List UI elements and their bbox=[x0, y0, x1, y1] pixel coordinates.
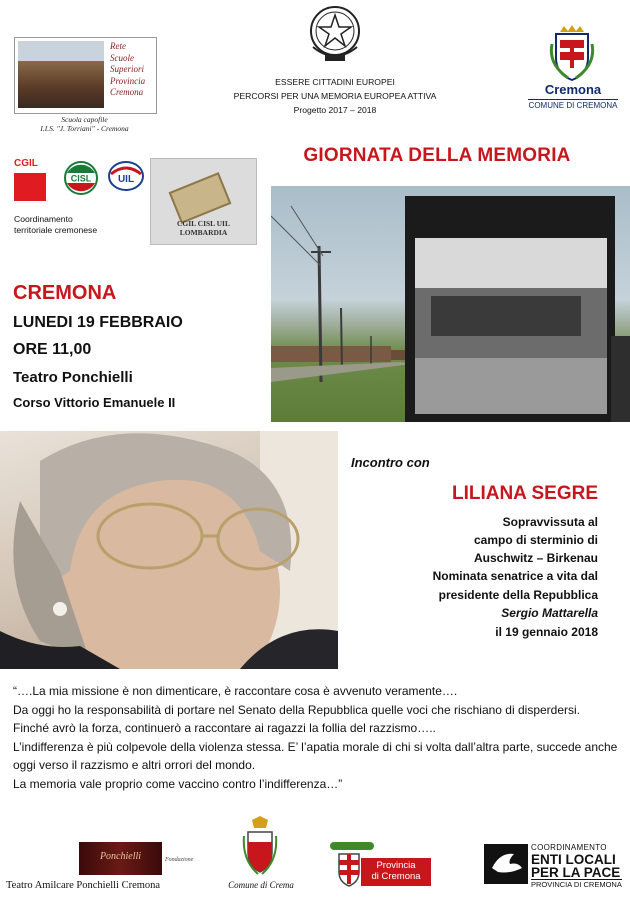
quote-paragraph: “….La mia missione è non dimenticare, è raccontare cosa è avvenuto veramente…. bbox=[13, 684, 458, 698]
incontro-con-label: Incontro con bbox=[351, 455, 430, 470]
project-header bbox=[195, 75, 475, 117]
comune-di-crema-label: Comune di Crema bbox=[228, 880, 294, 890]
enti-line: PER LA PACE bbox=[531, 865, 621, 880]
event-time: ORE 11,00 bbox=[13, 341, 92, 358]
rete-scuole-logo bbox=[14, 37, 157, 114]
cgil-logo bbox=[14, 173, 46, 201]
fondazione-label: Fondazione bbox=[165, 857, 194, 863]
lombardia-label bbox=[151, 219, 256, 237]
auschwitz-photo bbox=[271, 186, 630, 422]
teatro-ponchielli-logo bbox=[79, 842, 162, 875]
uil-text: UIL bbox=[117, 174, 135, 185]
coord-line: Coordinamento bbox=[14, 214, 73, 224]
header-line: ESSERE CITTADINI EUROPEI bbox=[275, 77, 395, 87]
header-line: Progetto 2017 – 2018 bbox=[293, 105, 377, 115]
rete-line: Provincia bbox=[110, 75, 146, 86]
quote-paragraph: Finché avrò la forza, continuerò a raccontare ai ragazzi la follia del razzismo….. bbox=[13, 721, 436, 736]
provincia-crest-icon bbox=[336, 848, 362, 888]
caption-line: I.I.S. "J. Torriani" - Cremona bbox=[40, 124, 129, 133]
provincia-label bbox=[361, 860, 431, 882]
unions-sign-image bbox=[169, 172, 232, 224]
quote-paragraph: Da oggi ho la responsabilità di portare nel Senato della Repubblica quelle voci che rischiano di disperdersi. bbox=[13, 702, 581, 717]
event-date: LUNEDI 19 FEBBRAIO bbox=[13, 314, 183, 331]
uil-logo bbox=[107, 160, 145, 192]
enti-provincia-label: PROVINCIA DI CREMONA bbox=[531, 880, 622, 889]
provincia-line: Provincia bbox=[376, 860, 416, 871]
bio-line: il 19 gennaio 2018 bbox=[495, 625, 598, 639]
auschwitz-scene bbox=[271, 186, 630, 422]
scuola-capofile-caption bbox=[14, 115, 155, 133]
portrait-photo bbox=[0, 431, 338, 669]
header-line: PERCORSI PER UNA MEMORIA EUROPEA ATTIVA bbox=[233, 91, 437, 101]
quote-paragraph: L’indifferenza è più colpevole della violenza stessa. E’ l’apatia morale di chi si volta dall’altra parte, succede anche oggi verso il razzismo e altri orrori del mondo. bbox=[13, 739, 618, 773]
bio-line: presidente della Repubblica bbox=[438, 588, 598, 602]
cgil-label: CGIL bbox=[14, 158, 38, 169]
provincia-line: di Cremona bbox=[371, 871, 421, 882]
rete-line: Scuole bbox=[110, 52, 134, 63]
enti-coordinamento-label: COORDINAMENTO bbox=[531, 843, 607, 852]
comune-di-cremona-label: COMUNE DI CREMONA bbox=[528, 101, 618, 110]
peace-dove-icon bbox=[484, 844, 528, 884]
cisl-text: CISL bbox=[70, 173, 92, 184]
liliana-segre-portrait bbox=[0, 431, 338, 669]
cgil-cisl-uil-lombardia-logo bbox=[150, 158, 257, 245]
enti-line: ENTI LOCALI bbox=[531, 852, 616, 867]
coord-line: territoriale cremonese bbox=[14, 225, 98, 235]
teatro-name: Teatro Amilcare Ponchielli Cremona bbox=[6, 880, 161, 891]
cremona-label: Cremona bbox=[544, 82, 602, 97]
teatro-logo-mark: Ponchielli bbox=[99, 851, 142, 862]
italian-emblem-icon bbox=[303, 3, 367, 65]
rete-line: Cremona bbox=[110, 87, 144, 98]
page-title: GIORNATA DELLA MEMORIA bbox=[303, 145, 571, 166]
bio-line: Nominata senatrice a vita dal bbox=[432, 569, 598, 583]
lombardia-line: LOMBARDIA bbox=[179, 228, 228, 237]
bio-line: Sergio Mattarella bbox=[501, 606, 598, 620]
cremona-crest-icon bbox=[548, 24, 596, 82]
enti-locali-label bbox=[531, 853, 620, 879]
caption-line: Scuola capofile bbox=[61, 115, 108, 124]
quote-paragraph: La memoria vale proprio come vaccino contro l’indifferenza…” bbox=[13, 776, 343, 791]
coordinamento-territoriale bbox=[14, 214, 97, 236]
rete-line: Rete bbox=[110, 41, 126, 51]
rete-scuole-text bbox=[110, 41, 145, 99]
event-venue: Teatro Ponchielli bbox=[13, 369, 133, 386]
bio-line: Auschwitz – Birkenau bbox=[473, 551, 598, 565]
rete-line: Superiori bbox=[110, 64, 145, 75]
crema-crest-icon bbox=[242, 816, 278, 876]
segre-quote bbox=[13, 682, 618, 794]
cisl-logo bbox=[64, 161, 98, 195]
speaker-name: LILIANA SEGRE bbox=[451, 483, 598, 504]
dove-shape bbox=[484, 844, 528, 884]
school-building-image bbox=[18, 41, 104, 108]
bio-line: campo di sterminio di bbox=[473, 533, 598, 547]
bio-line: Sopravvissuta al bbox=[502, 515, 598, 529]
event-address: Corso Vittorio Emanuele II bbox=[13, 395, 176, 410]
lombardia-line: CGIL CISL UIL bbox=[177, 219, 230, 228]
event-city: CREMONA bbox=[13, 282, 117, 304]
